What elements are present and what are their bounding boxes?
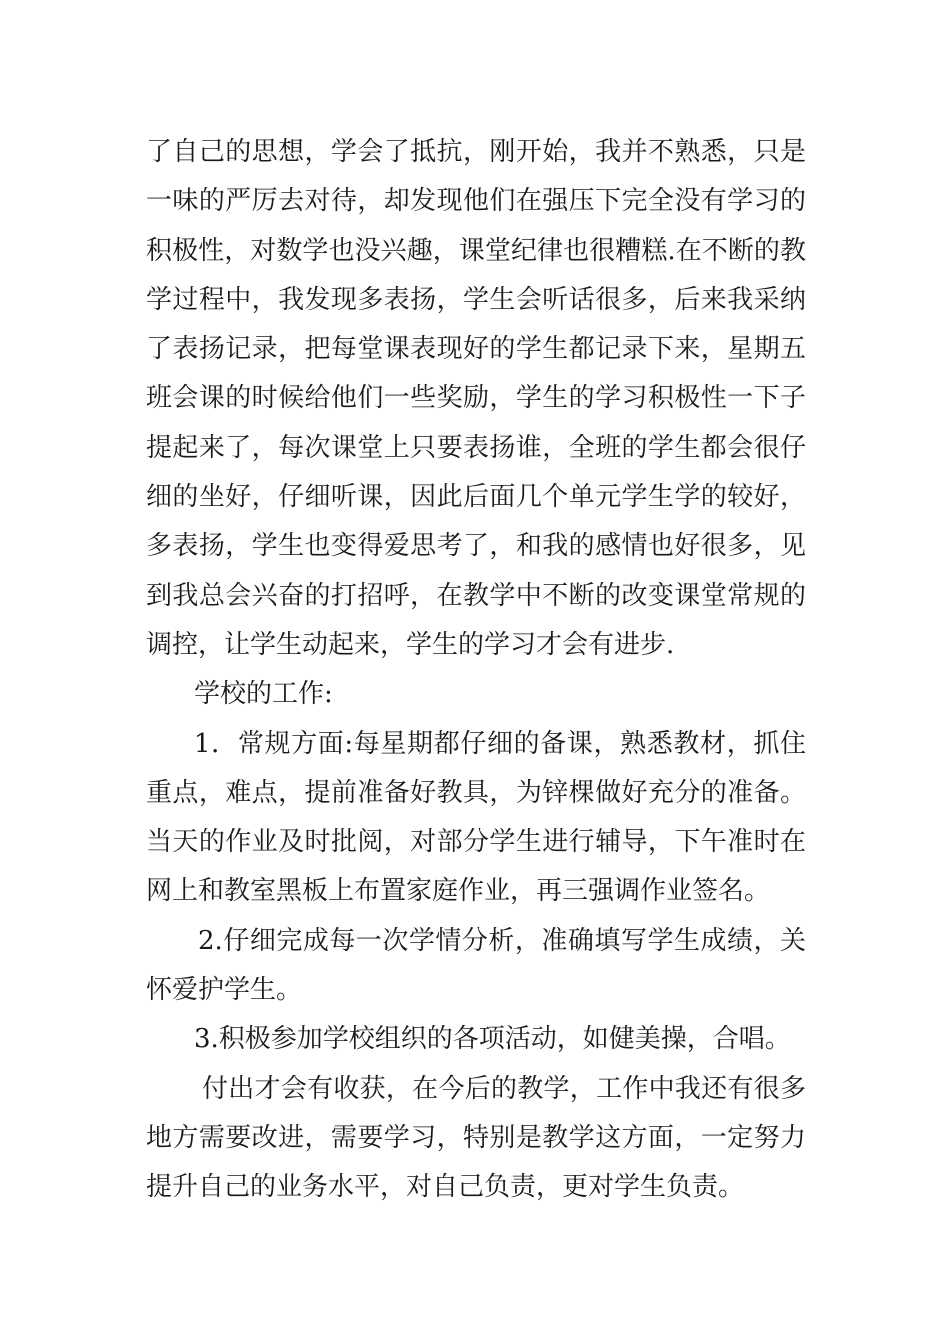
text-line: 调控，让学生动起来，学生的学习才会有进步. <box>146 629 675 660</box>
text-line: 付出才会有收获，在今后的教学，工作中我还有很多 <box>202 1073 806 1104</box>
text-line: 3.积极参加学校组织的各项活动，如健美操，合唱。 <box>194 1024 791 1055</box>
text-line: 1．常规方面:每星期都仔细的备课，熟悉教材，抓住 <box>194 728 806 759</box>
section-heading: 学校的工作: <box>194 679 333 710</box>
text-line: 地方需要改进，需要学习，特别是教学这方面，一定努力 <box>146 1122 806 1153</box>
text-line: 多表扬，学生也变得爱思考了，和我的感情也好很多，见 <box>146 531 806 562</box>
text-line: 怀爱护学生。 <box>146 975 303 1006</box>
text-line: 2.仔细完成每一次学情分析，准确填写学生成绩，关 <box>198 925 806 956</box>
body-text <box>146 128 806 1213</box>
text-line: 提升自己的业务水平，对自己负责，更对学生负责。 <box>146 1172 745 1203</box>
text-line: 细的坐好，仔细听课，因此后面几个单元学生学的较好， <box>146 482 806 513</box>
text-line: 重点，难点，提前准备好教具，为锌棵做好充分的准备。 <box>146 777 806 808</box>
text-line: 班会课的时候给他们一些奖励，学生的学习积极性一下子 <box>146 383 806 414</box>
text-line: 积极性，对数学也没兴趣，课堂纪律也很糟糕.在不断的教 <box>146 235 806 266</box>
text-line: 了自己的思想，学会了抵抗，刚开始，我并不熟悉，只是 <box>146 137 806 167</box>
text-line: 当天的作业及时批阅，对部分学生进行辅导，下午准时在 <box>146 827 806 858</box>
text-line: 学过程中，我发现多表扬，学生会听话很多，后来我采纳 <box>146 284 806 315</box>
text-line: 了表扬记录，把每堂课表现好的学生都记录下来，星期五 <box>146 334 806 365</box>
text-line: 一味的严厉去对待，却发现他们在强压下完全没有学习的 <box>146 186 806 217</box>
text-line: 提起来了，每次课堂上只要表扬谁，全班的学生都会很仔 <box>146 432 806 463</box>
text-line: 网上和教室黑板上布置家庭作业，再三强调作业签名。 <box>146 876 771 907</box>
text-line: 到我总会兴奋的打招呼，在教学中不断的改变课堂常规的 <box>146 580 806 611</box>
